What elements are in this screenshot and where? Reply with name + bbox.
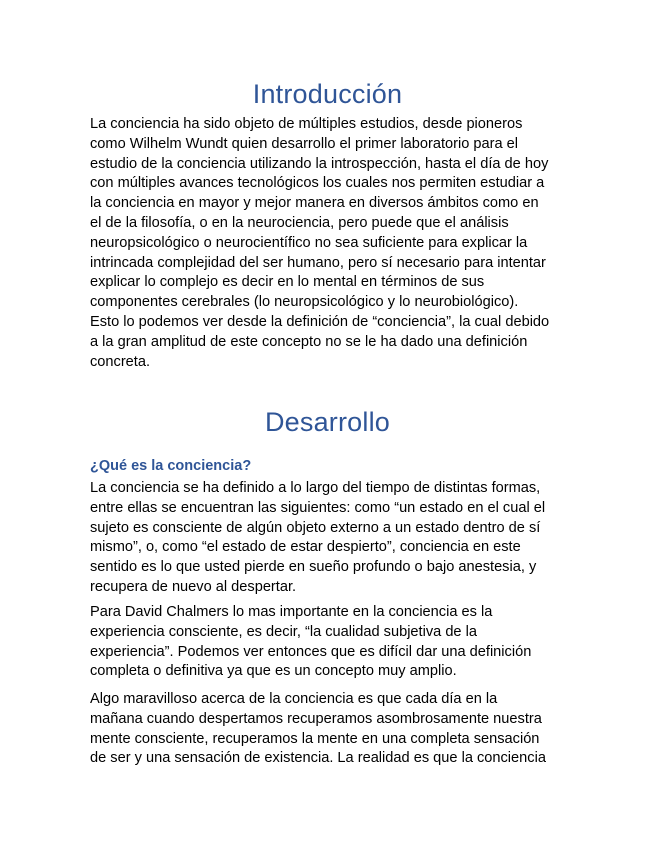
paragraph-introduccion (90, 115, 572, 372)
text-line: el de la filosofía, o en la neurociencia, pero puede que el análisis (90, 214, 509, 231)
text-line: La conciencia ha sido objeto de múltiples estudios, desde pioneros (90, 116, 523, 132)
text-line: mente consciente, recuperamos la mente en una completa sensación (90, 730, 540, 747)
text-line: la conciencia en mayor y mejor manera en diversos ámbitos como en (90, 195, 539, 212)
text-line: experiencia consciente, es decir, “la cualidad subjetiva de la (90, 623, 477, 640)
paragraph-desarrollo-2 (90, 603, 572, 682)
text-line: completa o definitiva ya que es un concepto muy amplio. (90, 663, 457, 680)
text-line: recupera de nuevo al despertar. (90, 578, 297, 595)
text-line: experiencia”. Podemos ver entonces que es difícil dar una definición (90, 643, 532, 660)
paragraph-desarrollo-1 (90, 479, 572, 598)
text-line: neuropsicológico o neurocientífico no sea suficiente para explicar la (90, 234, 528, 251)
heading-introduccion: Introducción (252, 79, 403, 109)
text-line: estudio de la conciencia utilizando la introspección, hasta el día de hoy (90, 155, 549, 172)
subheading-que-es-la-conciencia: ¿Qué es la conciencia? (90, 458, 252, 474)
text-line: mismo”, o, como “el estado de estar despierto”, conciencia en este (90, 539, 521, 556)
text-line: explicar lo complejo es decir en lo mental en términos de sus (90, 274, 485, 291)
text-line: entre ellas se encuentran las siguientes: como “un estado en el cual el (90, 499, 546, 516)
text-line: a la gran amplitud de este concepto no se le ha dado una definición (90, 333, 528, 350)
paragraph-desarrollo-3 (90, 690, 572, 769)
text-line: concreta. (90, 353, 151, 370)
heading-desarrollo: Desarrollo (264, 407, 391, 437)
text-line: mañana cuando despertamos recuperamos asombrosamente nuestra (90, 710, 542, 727)
text-line: como Wilhelm Wundt quien desarrollo el primer laboratorio para el (90, 135, 519, 152)
text-line: de ser y una sensación de existencia. La realidad es que la conciencia (90, 750, 546, 767)
text-line: Algo maravilloso acerca de la conciencia es que cada día en la (90, 691, 498, 707)
text-line: con múltiples avances tecnológicos los cuales nos permiten estudiar a (90, 175, 545, 192)
text-line: La conciencia se ha definido a lo largo del tiempo de distintas formas, (90, 480, 541, 496)
text-line: Para David Chalmers lo mas importante en la conciencia es la (90, 604, 493, 620)
text-line: componentes cerebrales (lo neuropsicológico y lo neurobiológico). (90, 294, 519, 311)
text-line: Esto lo podemos ver desde la definición de “conciencia”, la cual debido (90, 313, 550, 330)
text-line: sujeto es consciente de algún objeto externo a un estado dentro de sí (90, 519, 541, 536)
text-line: intrincada complejidad del ser humano, pero sí necesario para intentar (90, 254, 546, 271)
text-line: sentido es lo que usted pierde en sueño profundo o bajo anestesia, y (90, 559, 537, 576)
